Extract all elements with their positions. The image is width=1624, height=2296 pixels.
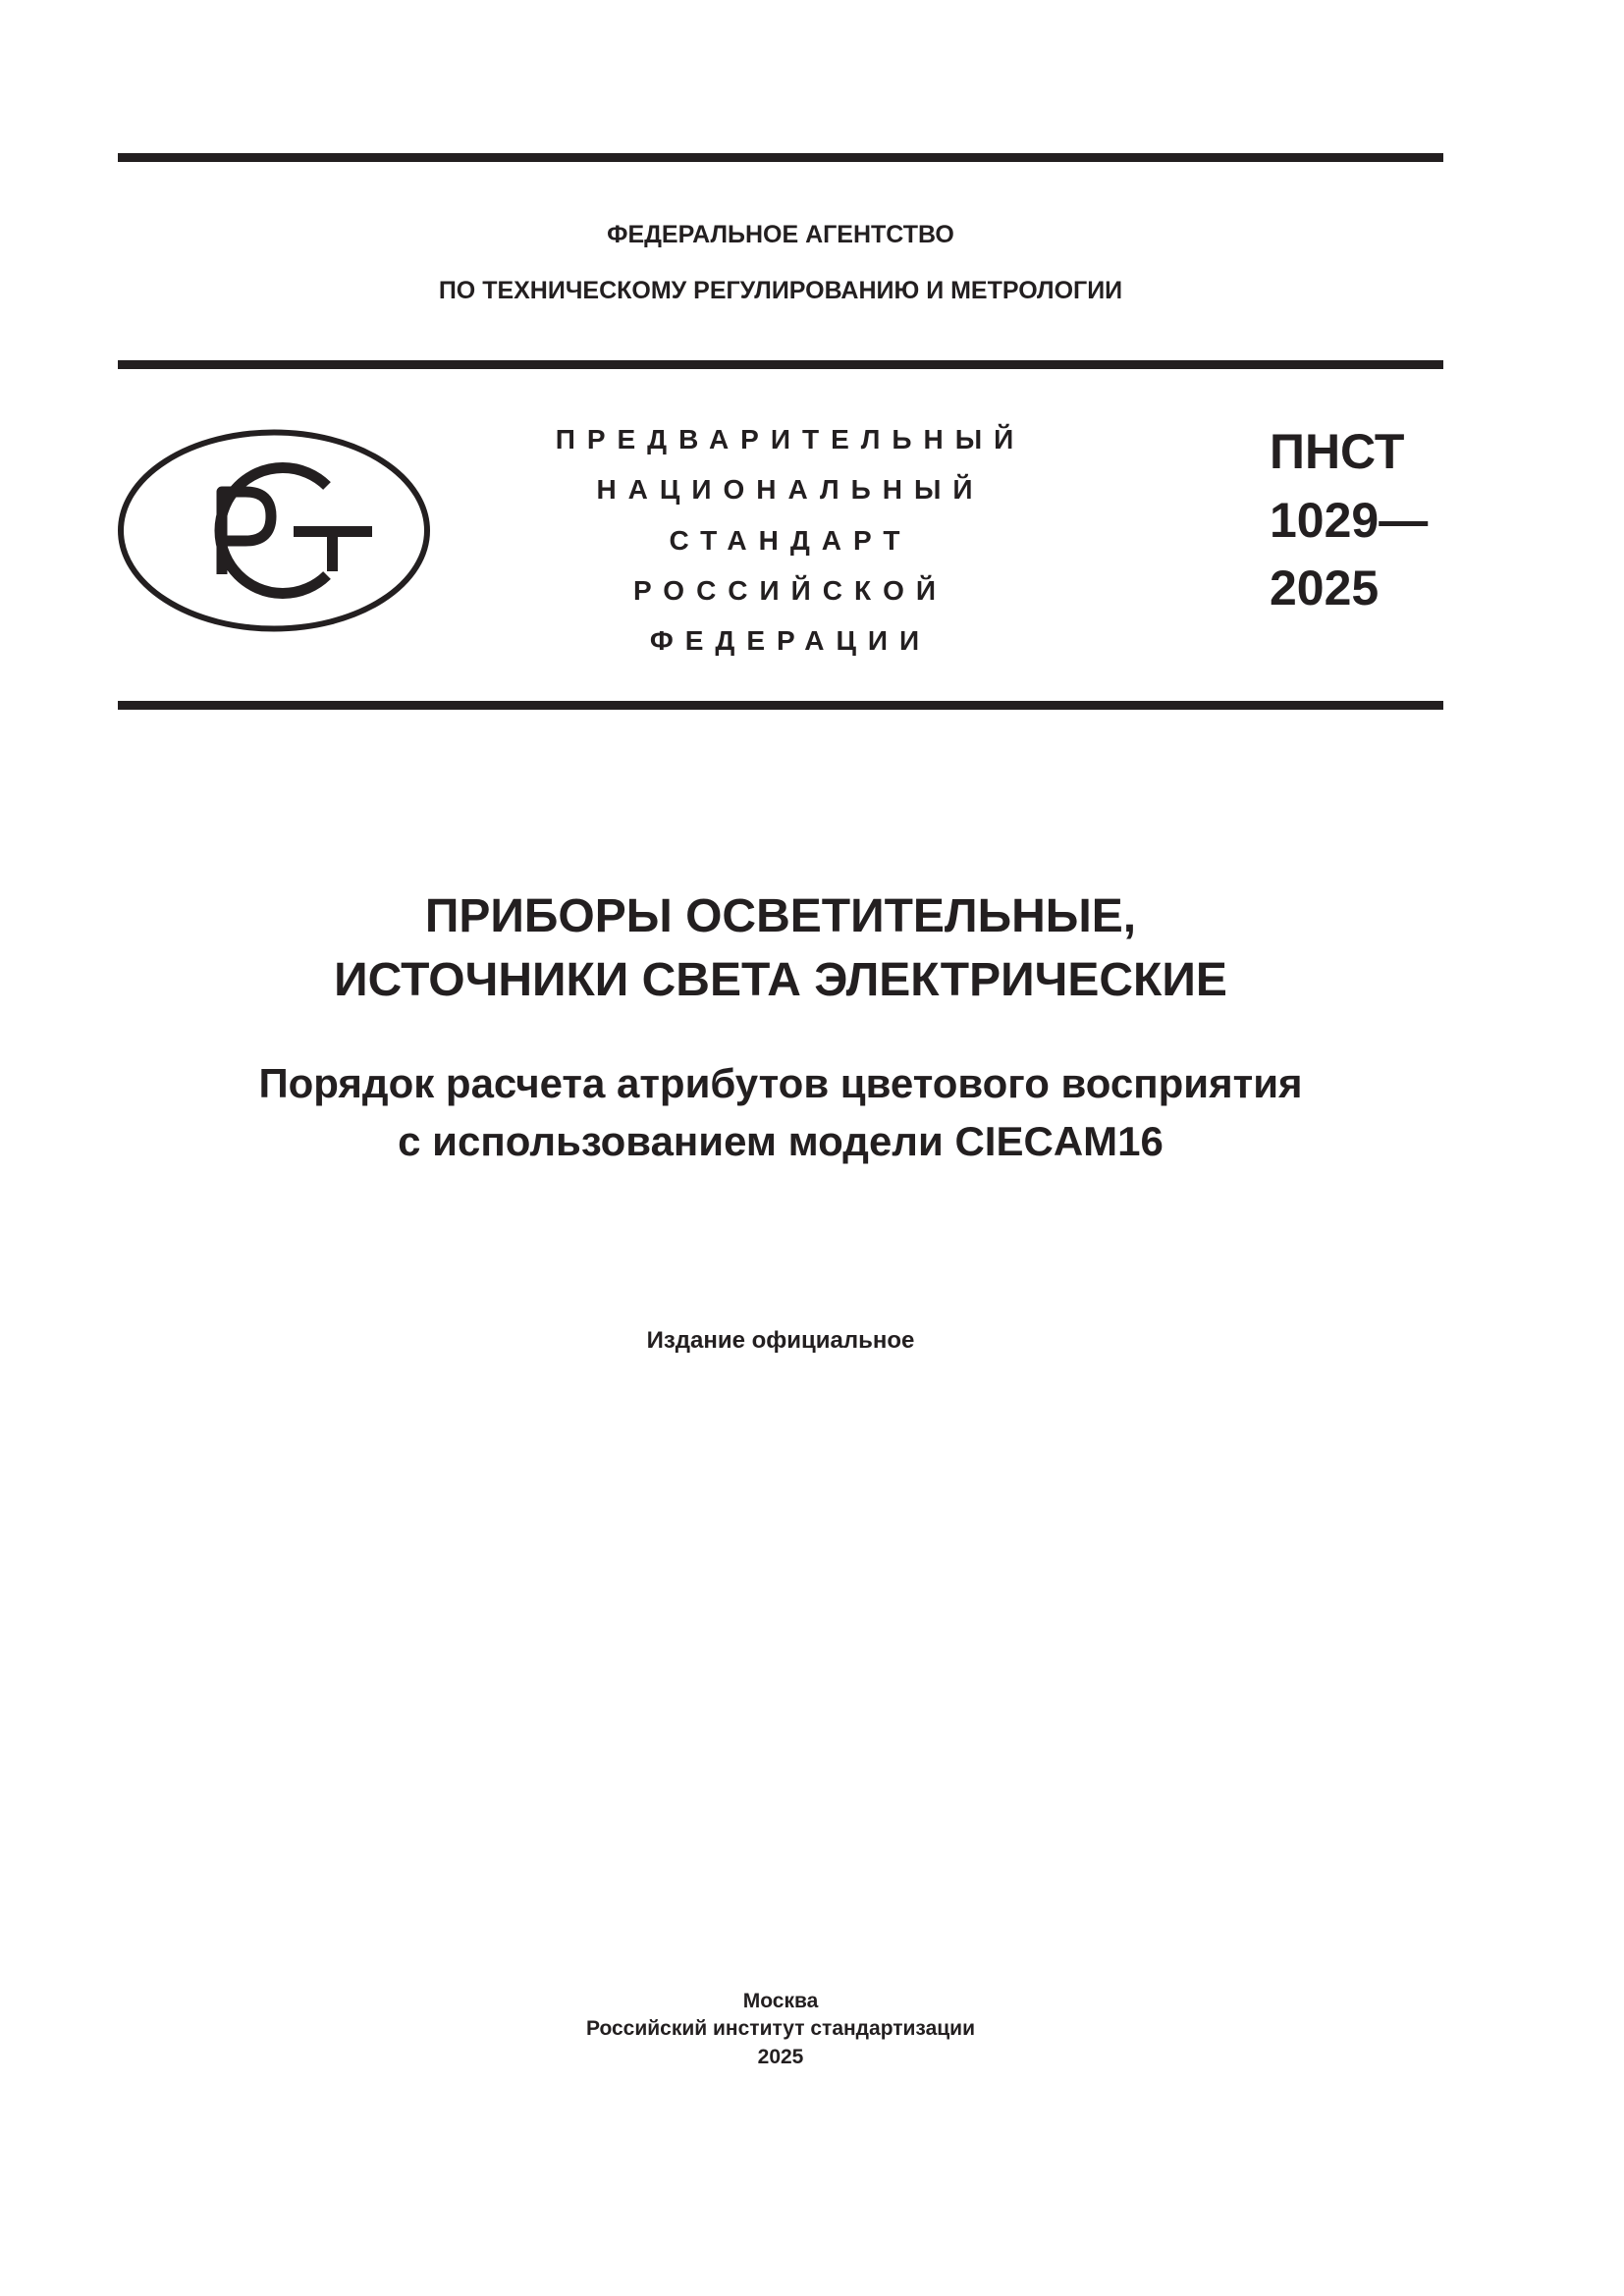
standard-type-line-5: ФЕДЕРАЦИИ — [649, 625, 932, 656]
top-divider — [118, 153, 1443, 162]
edition-label: Издание официальное — [646, 1327, 915, 1354]
standard-type-line-1: ПРЕДВАРИТЕЛЬНЫЙ — [555, 424, 1026, 454]
document-title-line-2: ИСТОЧНИКИ СВЕТА ЭЛЕКТРИЧЕСКИЕ — [334, 954, 1227, 1006]
imprint-year: 2025 — [757, 2046, 804, 2068]
standard-type-line-2: НАЦИОНАЛЬНЫЙ — [596, 474, 985, 505]
gost-r-mark-icon — [116, 427, 432, 634]
standard-type-line-4: РОССИЙСКОЙ — [633, 575, 947, 606]
document-title-line-1: ПРИБОРЫ ОСВЕТИТЕЛЬНЫЕ, — [424, 890, 1137, 942]
document-subtitle-line-2: с использованием модели CIECAM16 — [398, 1118, 1164, 1164]
imprint-city: Москва — [742, 1990, 819, 2012]
designation-prefix: ПНСТ — [1270, 424, 1405, 479]
standard-type-line-3: СТАНДАРТ — [669, 525, 912, 556]
imprint-publisher: Российский институт стандартизации — [585, 2017, 976, 2040]
designation-year: 2025 — [1270, 561, 1380, 615]
header-divider — [118, 360, 1443, 369]
agency-name-line-2: ПО ТЕХНИЧЕСКОМУ РЕГУЛИРОВАНИЮ И МЕТРОЛОГИИ — [438, 277, 1123, 304]
designation-number: 1029— — [1270, 493, 1429, 548]
masthead-bottom-divider — [118, 701, 1443, 710]
document-subtitle-line-1: Порядок расчета атрибутов цветового восприятия — [258, 1060, 1303, 1106]
agency-name-line-1: ФЕДЕРАЛЬНОЕ АГЕНТСТВО — [607, 221, 954, 248]
